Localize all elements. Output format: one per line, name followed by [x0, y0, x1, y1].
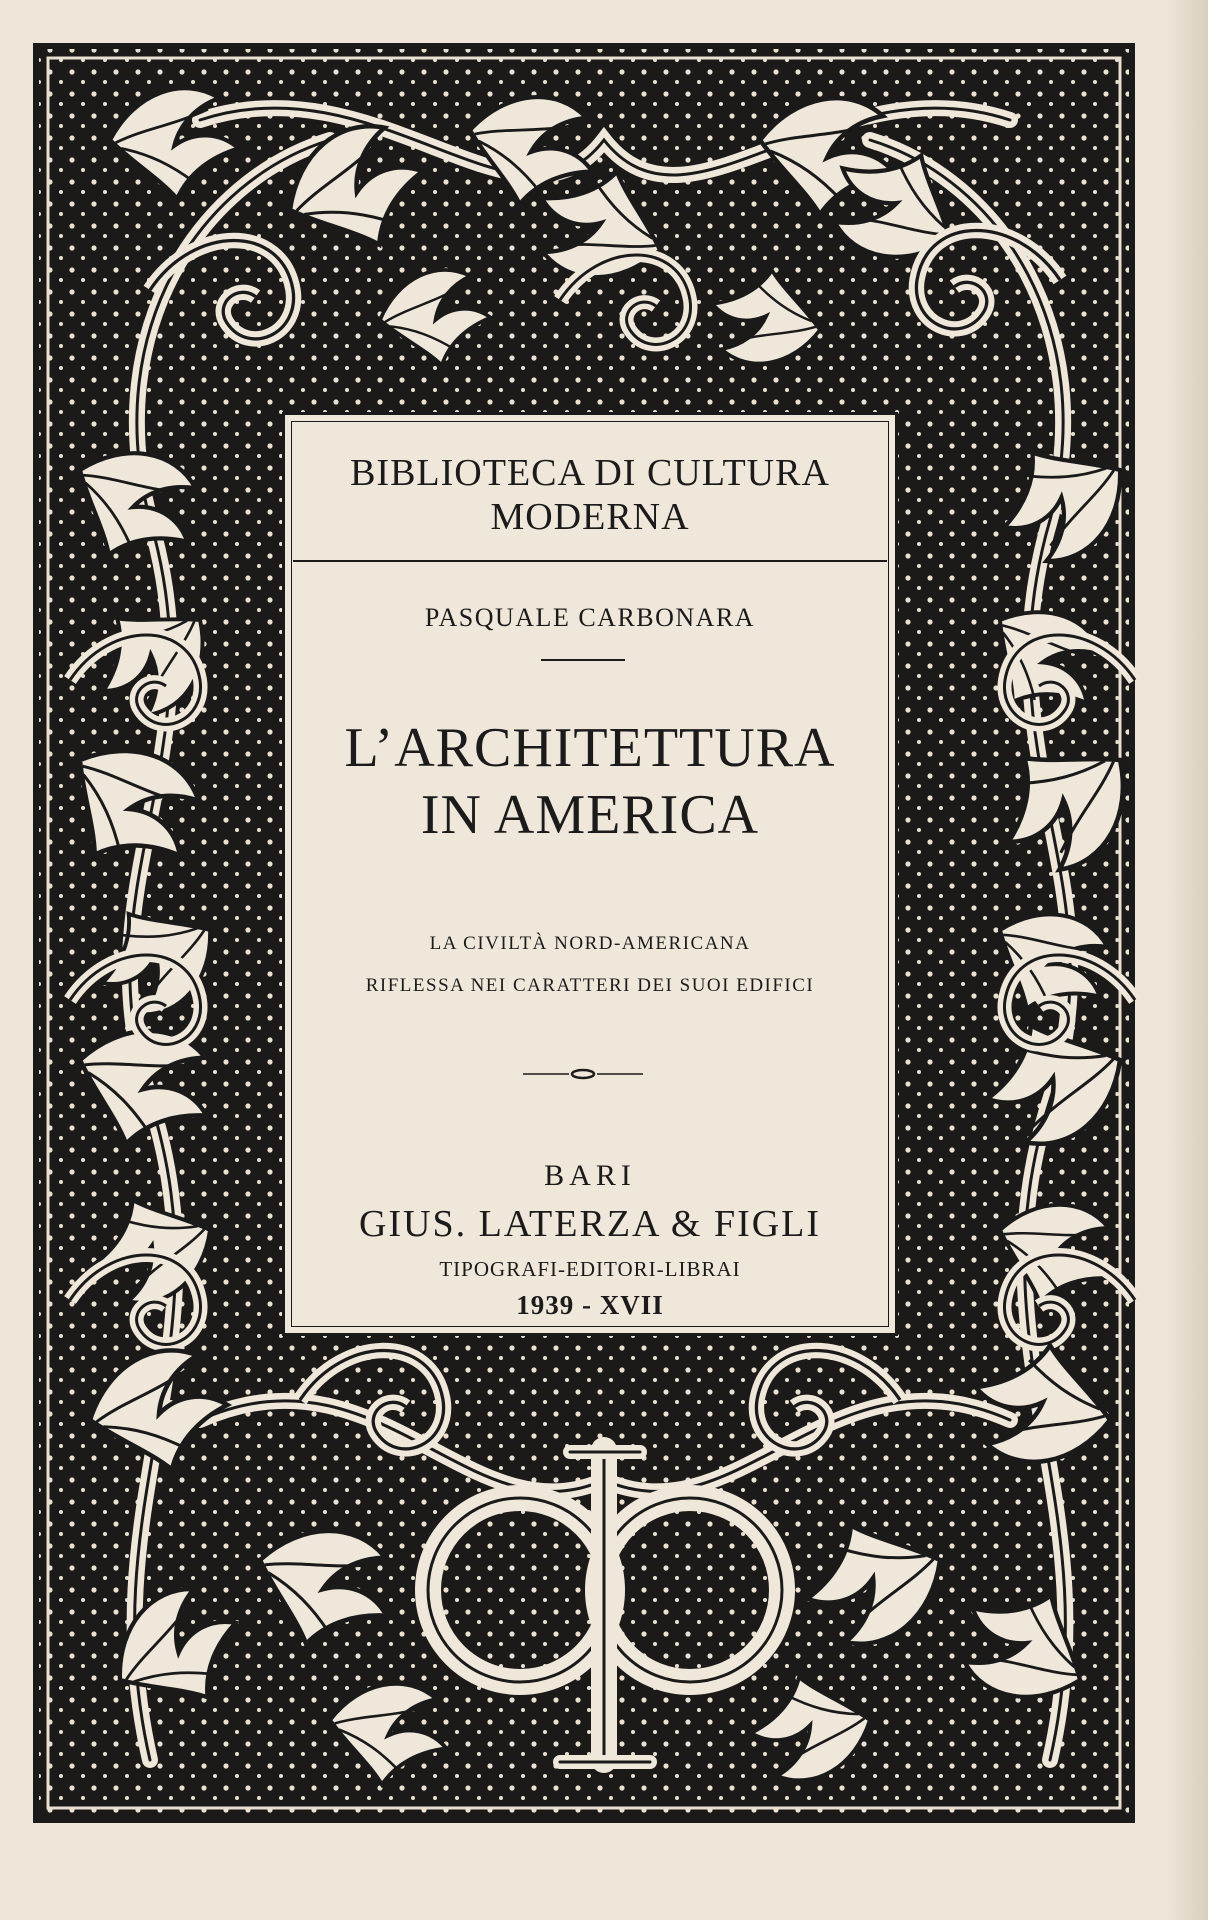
publisher-name: GIUS. LATERZA & FIGLI [358, 1203, 822, 1245]
series-divider [293, 560, 887, 562]
author-divider [541, 659, 625, 661]
publication-year: 1939 - XVII [516, 1290, 664, 1320]
publisher-profession: TIPOGRAFI-EDITORI-LIBRAI [439, 1257, 741, 1281]
book-title-line1: L’ARCHITETTURA [344, 717, 836, 779]
title-panel [282, 412, 898, 1336]
page-edge-wear [1168, 0, 1208, 1920]
subtitle-line1: LA CIVILTÀ NORD-AMERICANA [429, 933, 751, 954]
book-title-line2: IN AMERICA [420, 784, 760, 846]
series-title-line1: BIBLIOTECA DI CULTURA [350, 452, 830, 494]
oval-divider-icon [523, 1067, 643, 1081]
author-name: PASQUALE CARBONARA [424, 603, 756, 632]
subtitle-line2: RIFLESSA NEI CARATTERI DEI SUOI EDIFICI [365, 975, 815, 996]
publication-place: BARI [544, 1159, 636, 1192]
series-title-line2: MODERNA [490, 496, 690, 538]
